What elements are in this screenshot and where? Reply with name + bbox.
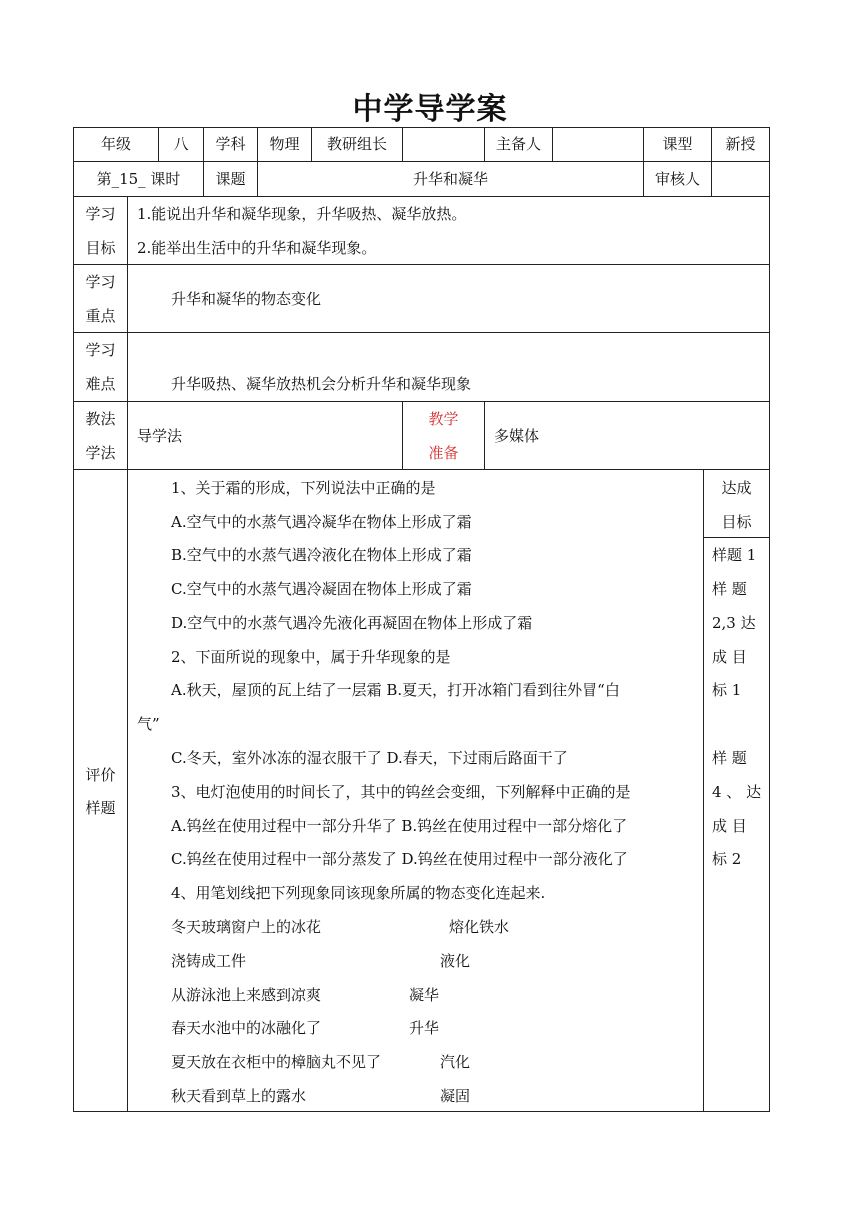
question-line: B.空气中的水蒸气遇冷液化在物体上形成了霜 <box>171 546 472 564</box>
page-title: 中学导学案 <box>352 92 508 127</box>
question-line: D.空气中的水蒸气遇冷先液化再凝固在物体上形成了霜 <box>171 614 533 632</box>
question-line: 1、关于霜的形成，下列说法中正确的是 <box>171 479 436 497</box>
target-line: 样 题 <box>712 580 747 598</box>
table-divider <box>73 332 770 333</box>
match-right-item: 液化 <box>440 952 471 970</box>
match-right-item: 升华 <box>409 1019 440 1037</box>
goals-label-1: 学习 <box>85 205 116 223</box>
target-line: 样 题 <box>712 749 747 767</box>
match-left-item: 冬天玻璃窗户上的冰花 <box>171 918 322 936</box>
question-line: 4、用笔划线把下列现象同该现象所属的物态变化连起来. <box>171 884 546 902</box>
target-line: 成 目 <box>712 648 747 666</box>
key-points-label-2: 重点 <box>85 307 116 325</box>
method-label-2: 学法 <box>85 444 116 462</box>
key-points-text: 升华和凝华的物态变化 <box>171 290 322 308</box>
target-line: 成 目 <box>712 817 747 835</box>
period-label: 第_15_ 课时 <box>96 170 181 188</box>
target-line: 2,3 达 <box>712 614 756 632</box>
target-line: 标 2 <box>712 850 742 868</box>
match-left-item: 从游泳池上来感到凉爽 <box>171 986 322 1004</box>
grade-label: 年级 <box>100 135 131 153</box>
table-divider <box>73 469 770 470</box>
prep-value: 多媒体 <box>494 427 540 445</box>
leader-label: 教研组长 <box>326 135 387 153</box>
table-divider <box>73 401 770 402</box>
difficulties-text: 升华吸热、凝华放热机会分析升华和凝华现象 <box>171 375 472 393</box>
match-right-item: 凝华 <box>409 986 440 1004</box>
key-points-label-1: 学习 <box>85 273 116 291</box>
subject-value: 物理 <box>269 135 300 153</box>
method-value: 导学法 <box>137 427 183 445</box>
question-line: A.秋天，屋顶的瓦上结了一层霜 B.夏天，打开冰箱门看到往外冒“白 <box>171 681 620 699</box>
reviewer-label: 审核人 <box>654 170 700 188</box>
table-divider <box>73 196 770 197</box>
prep-label-1: 教学 <box>428 410 459 428</box>
goal-line-1: 1.能说出升华和凝华现象，升华吸热、凝华放热。 <box>137 205 467 223</box>
question-line: 3、电灯泡使用的时间长了，其中的钨丝会变细，下列解释中正确的是 <box>171 783 631 801</box>
question-line: A.空气中的水蒸气遇冷凝华在物体上形成了霜 <box>171 513 472 531</box>
evaluation-label-2: 样题 <box>85 799 116 817</box>
table-border <box>73 1111 770 1112</box>
topic-label: 课题 <box>215 170 246 188</box>
prep-label-2: 准备 <box>428 444 459 462</box>
target-header-2: 目标 <box>721 513 752 531</box>
table-divider <box>402 127 403 161</box>
match-left-item: 春天水池中的冰融化了 <box>171 1019 322 1037</box>
match-left-item: 秋天看到草上的露水 <box>171 1087 307 1105</box>
table-divider <box>73 161 770 162</box>
match-left-item: 浇铸成工件 <box>171 952 247 970</box>
match-right-item: 汽化 <box>440 1053 471 1071</box>
lesson-type-label: 课型 <box>662 135 693 153</box>
table-border <box>769 127 770 1112</box>
question-line: A.钨丝在使用过程中一部分升华了 B.钨丝在使用过程中一部分熔化了 <box>171 817 628 835</box>
question-line: C.钨丝在使用过程中一部分蒸发了 D.钨丝在使用过程中一部分液化了 <box>171 850 628 868</box>
lesson-type-value: 新授 <box>725 135 756 153</box>
difficulties-label-2: 难点 <box>85 375 116 393</box>
subject-label: 学科 <box>215 135 246 153</box>
match-right-item: 熔化铁水 <box>449 918 510 936</box>
table-divider <box>552 127 553 161</box>
target-line: 4 、 达 <box>712 783 762 801</box>
goal-line-2: 2.能举出生活中的升华和凝华现象。 <box>137 239 377 257</box>
target-line: 标 1 <box>712 681 742 699</box>
evaluation-label-1: 评价 <box>85 766 116 784</box>
table-divider <box>127 196 128 1112</box>
table-border <box>73 127 770 128</box>
target-line: 样题 1 <box>712 546 757 564</box>
match-right-item: 凝固 <box>440 1087 471 1105</box>
table-divider <box>703 537 770 538</box>
table-divider <box>703 469 704 1112</box>
question-line: C.空气中的水蒸气遇冷凝固在物体上形成了霜 <box>171 580 472 598</box>
question-line: 气” <box>137 715 160 733</box>
goals-label-2: 目标 <box>85 239 116 257</box>
table-divider <box>484 401 485 469</box>
topic-value: 升华和凝华 <box>412 170 488 188</box>
preparer-label: 主备人 <box>495 135 541 153</box>
question-line: 2、下面所说的现象中，属于升华现象的是 <box>171 648 451 666</box>
target-header-1: 达成 <box>721 479 752 497</box>
table-divider <box>711 161 712 196</box>
question-line: C.冬天，室外冰冻的湿衣服干了 D.春天，下过雨后路面干了 <box>171 749 568 767</box>
difficulties-label-1: 学习 <box>85 341 116 359</box>
method-label-1: 教法 <box>85 410 116 428</box>
table-divider <box>73 264 770 265</box>
grade-value: 八 <box>173 135 189 153</box>
match-left-item: 夏天放在衣柜中的樟脑丸不见了 <box>171 1053 382 1071</box>
